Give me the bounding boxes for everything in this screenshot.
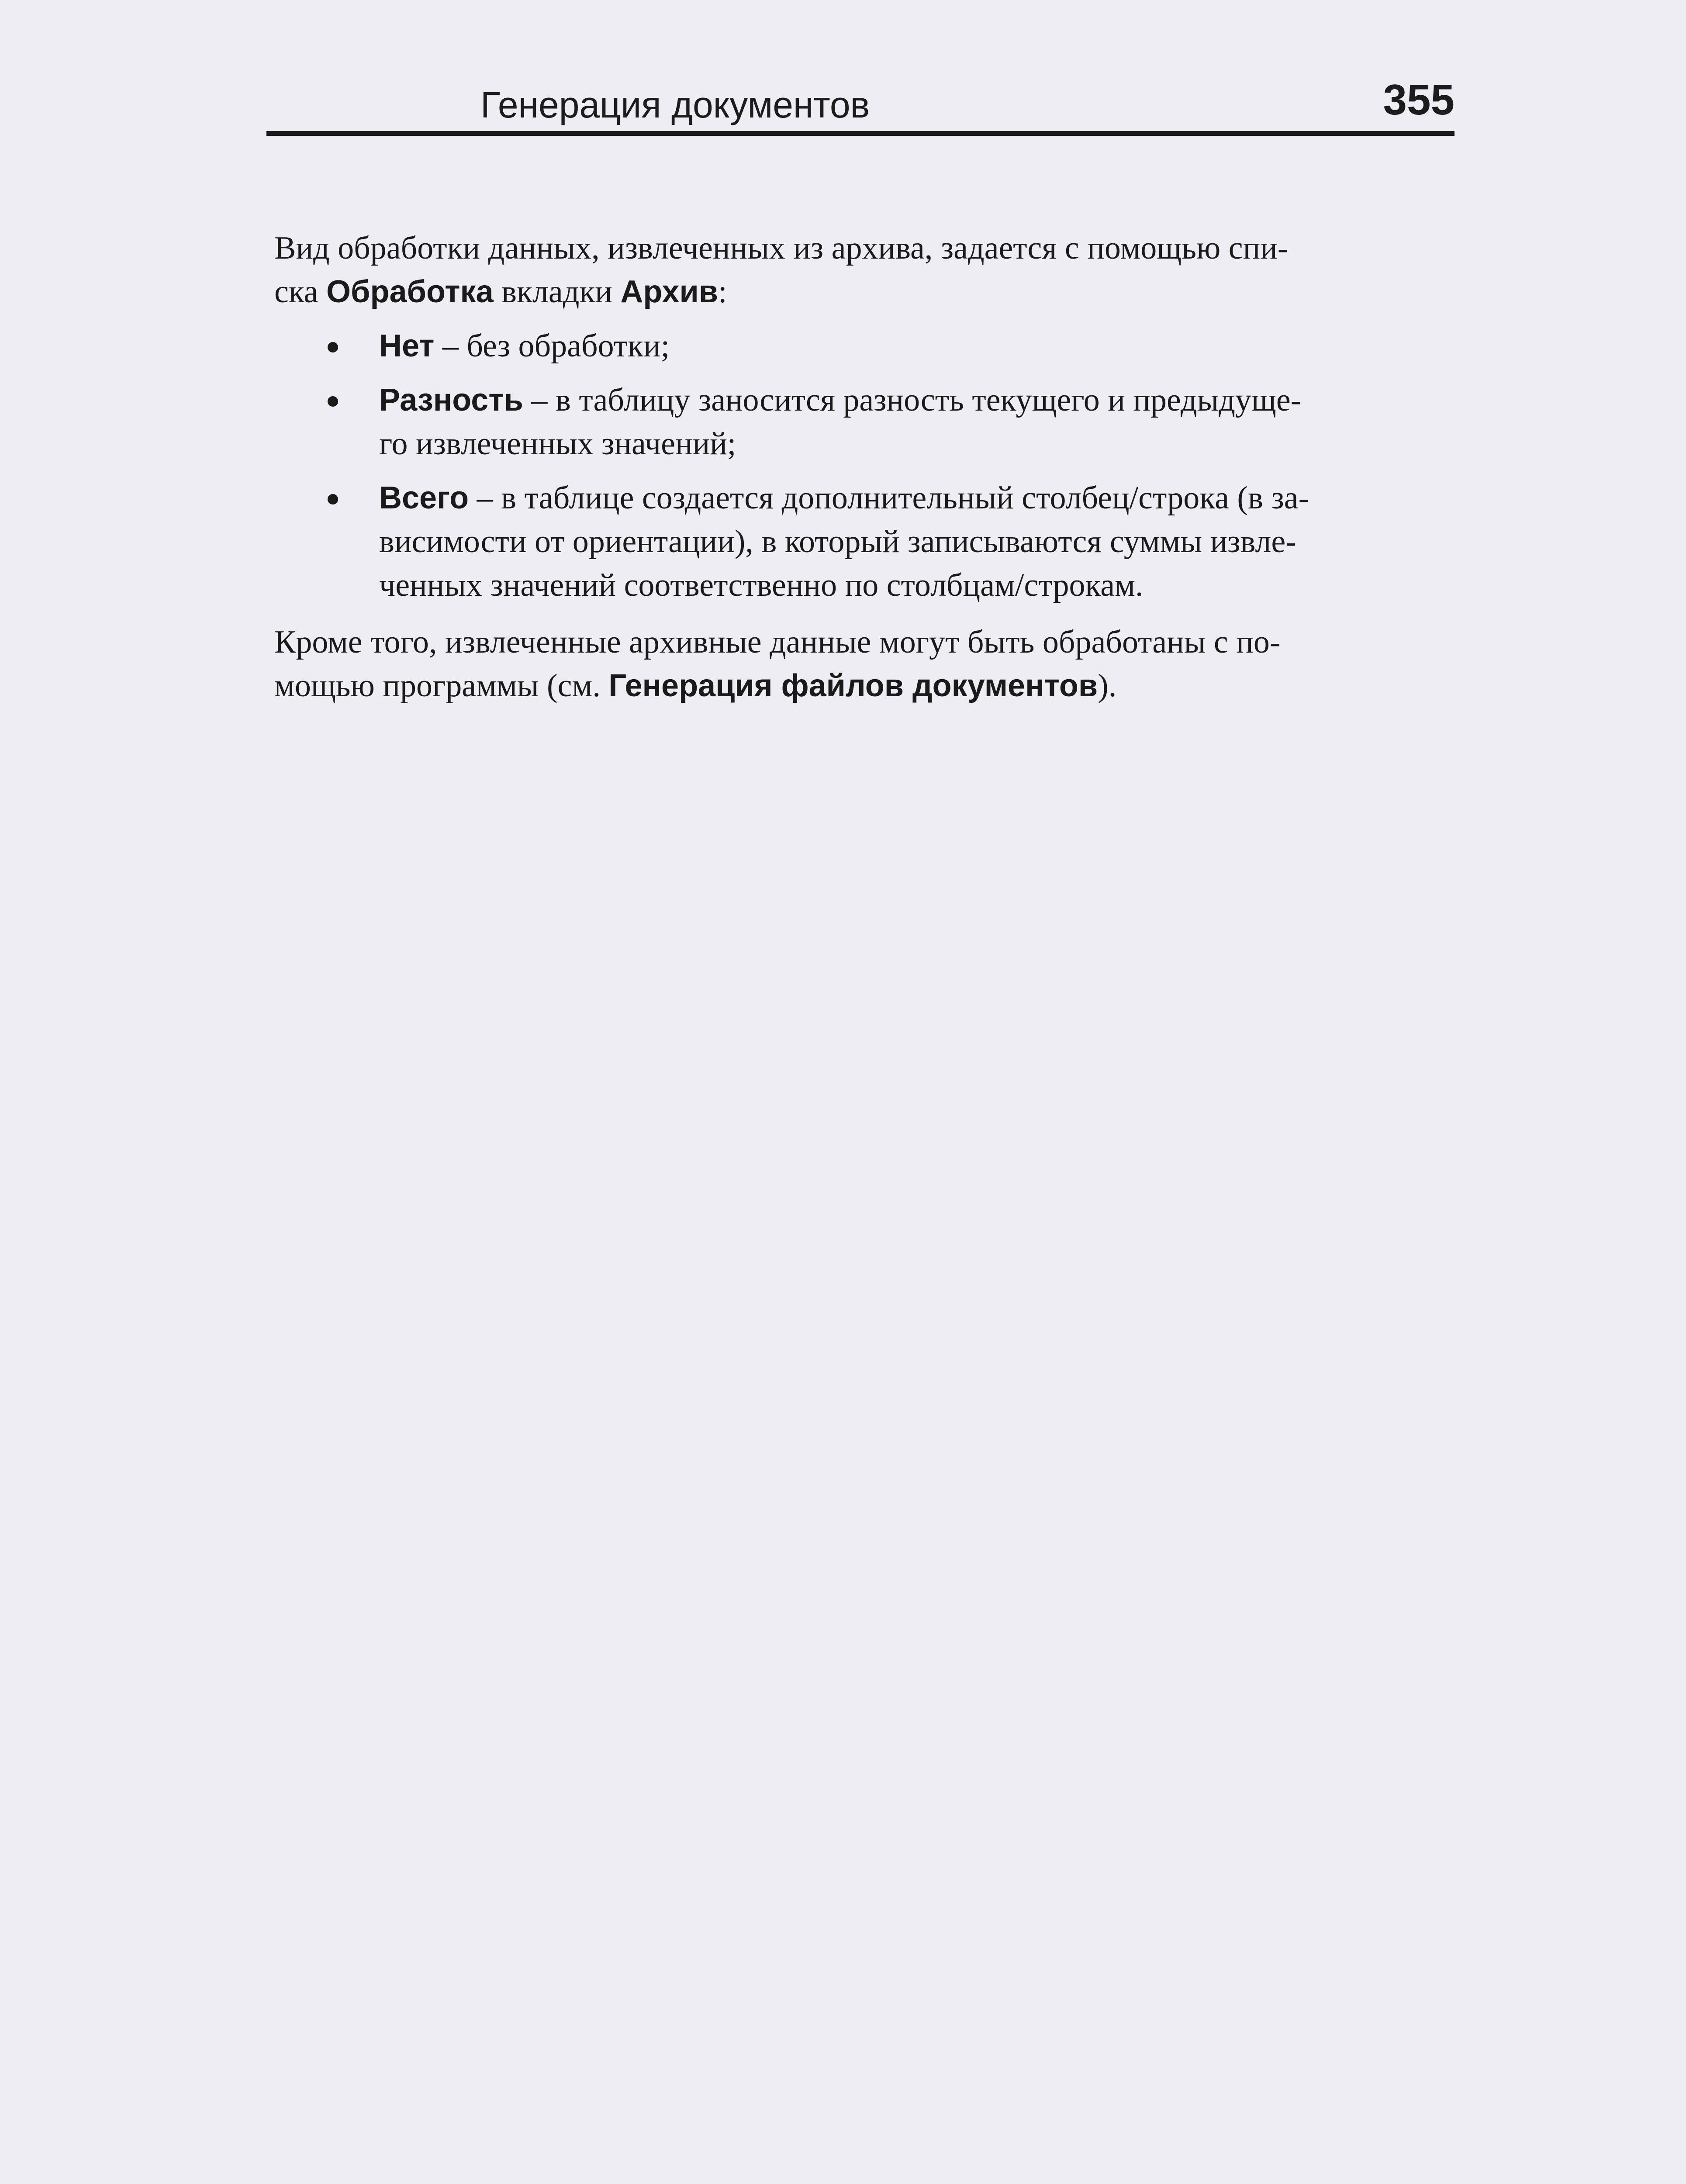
closing-line1: Кроме того, извлеченные архивные данные могут быть обработаны с по- bbox=[274, 624, 1281, 660]
intro-paragraph bbox=[274, 226, 1451, 314]
cross-reference: Генерация файлов документов bbox=[608, 668, 1098, 703]
bullet-icon bbox=[328, 396, 338, 407]
closing-paragraph bbox=[274, 620, 1451, 708]
intro-text-line1: Вид обработки данных, извлеченных из архива, задается с помощью спи- bbox=[274, 230, 1289, 266]
list-item bbox=[274, 324, 1451, 368]
term-archive: Архив bbox=[620, 274, 718, 309]
list-item bbox=[274, 476, 1451, 607]
option-description: – в таблице создается дополнительный столбец/строка (в за- bbox=[469, 480, 1309, 516]
page-content bbox=[274, 226, 1451, 708]
page-number: 355 bbox=[1383, 76, 1455, 124]
term-processing: Обработка bbox=[326, 274, 494, 309]
option-description-cont: го извлеченных значений; bbox=[379, 426, 736, 462]
bullet-icon bbox=[328, 342, 338, 352]
closing-line2-end: ). bbox=[1098, 668, 1117, 704]
processing-options-list bbox=[274, 324, 1451, 607]
option-description: – без обработки; bbox=[434, 328, 670, 364]
intro-text-3: вкладки bbox=[501, 274, 612, 310]
intro-text-4: : bbox=[718, 274, 727, 310]
option-description-cont: висимости от ориентации), в который записываются суммы извле- bbox=[379, 524, 1296, 560]
list-item bbox=[274, 378, 1451, 466]
intro-text-2: ска bbox=[274, 274, 318, 310]
option-term: Нет bbox=[379, 328, 435, 363]
option-description-cont: ченных значений соответственно по столбцам/строкам. bbox=[379, 567, 1144, 603]
option-term: Разность bbox=[379, 383, 523, 418]
closing-line2-start: мощью программы (см. bbox=[274, 668, 609, 704]
bullet-icon bbox=[328, 494, 338, 505]
running-header bbox=[266, 74, 1455, 136]
option-term: Всего bbox=[379, 480, 469, 515]
chapter-title: Генерация документов bbox=[480, 84, 870, 125]
option-description: – в таблицу заносится разность текущего и предыдуще- bbox=[523, 382, 1302, 418]
